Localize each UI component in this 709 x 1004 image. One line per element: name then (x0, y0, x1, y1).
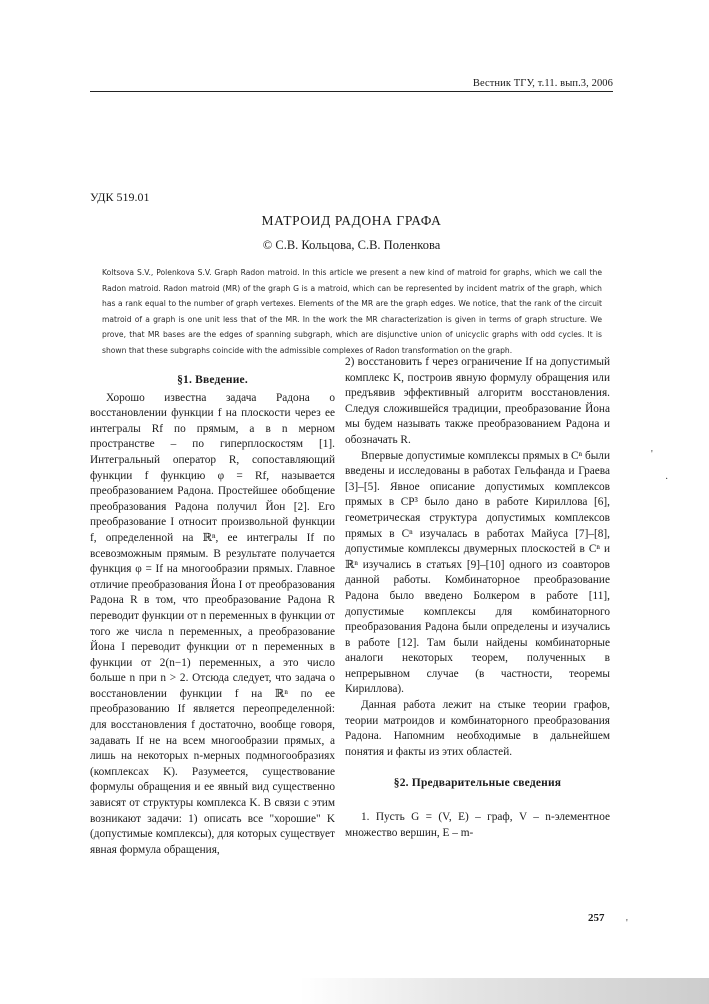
right-column (345, 355, 610, 841)
intro-continuation: 2) восстановить f через ограничение If на допустимый комплекс K, построив явную формулу обращения или предъявив эффективный алгоритм восстановления. Следуя сложившейся традиции, преобразование Йона мы будем называть также преобразованием Радона и обозначать R. (345, 356, 610, 446)
page-number: 257 (588, 912, 605, 924)
history-paragraph: Впервые допустимые комплексы прямых в Cⁿ были введены и исследованы в работах Гельфанда и Граева [3]–[5]. Явное описание допустимых комплексов прямых в CP³ было дано в работе Кириллова [6], геометрическая структура допустимых комплексов прямых в Cⁿ изучалась в работах Майуса [7]–[8], допустимые комплексы двумерных плоскостей в Cⁿ и ℝⁿ изучались в статьях [9]–[10] одного из соавторов данной работы. Комбинаторное преобразование Радона было введено Болкером в работе [11], допустимые комплексы для комбинаторного преобразования Радона были определены и изучались в работе [12]. Там были найдены комбинаторные аналоги некоторых теорем, полученных в непрерывном случае (в частности, теоремы Кириллова). (345, 449, 610, 696)
article-authors: © С.В. Кольцова, С.В. Поленкова (262, 238, 441, 252)
abstract: Koltsova S.V., Polenkova S.V. Graph Radon matroid. In this article we present a new kind of matroid for graphs, which we call the Radon matroid. Radon matroid (MR) of the graph G is a matroid, which can be represented by incident matrix of the graph, which has a rank equal to the number of graph vertexes. Elements of the MR are the graph edges. We notice, that the rank of the circuit matroid of a graph is one unit less that of the MR. In the work the MR characterization is given in terms of graph structure. We prove, that MR bases are the edges of spanning subgraph, which are disjunctive union of unicyclic graphs with odd cycles. It is shown that these subgraphs coincide with the admissible complexes of Radon transformation on the graph. (102, 268, 602, 355)
running-head: Вестник ТГУ, т.11. вып.3, 2006 (472, 78, 613, 89)
section-2-heading: §2. Предварительные сведения (393, 777, 562, 790)
definition-paragraph: 1. Пусть G = (V, E) – граф, V – n-элементное множество вершин, E – m- (345, 811, 610, 839)
scope-paragraph: Данная работа лежит на стыке теории графов, теории матроидов и комбинаторного преобразования Радона. Напомним необходимые в дальнейшем понятия и факты из этих областей. (345, 699, 610, 758)
section-1-heading: §1. Введение. (177, 374, 248, 386)
intro-paragraph: Хорошо известна задача Радона о восстановлении функции f на плоскости через ее интегралы Rf по прямым, а в n мерном пространстве – по гиперплоскостям [1]. Интегральный оператор R, сопоставляющий функции f функцию φ = Rf, называется преобразованием Радона. Простейшее обобщение преобразования Радона получил Йон [2]. Его преобразование I относит произвольной функции f, определенной на ℝⁿ, ее интегралы If по всевозможным прямым. В результате получается функция φ = If на многообразии прямых. Главное отличие преобразования Йона I от преобразования Радона R в том, что преобразование Радона R переводит функции от n переменных в функции от того же числа n переменных, а преобразование Йона I переводит функции от n переменных в функции от 2(n−1) переменных, а это число больше n при n > 2. Отсюда следует, что задача о восстановлении функции f на ℝⁿ по ее преобразованию If является переопределенной: для восстановления f достаточно, вообще говоря, задавать If не на всем многообразии прямых, а лишь на некоторых n-мерных подмногообразиях (комплексах K). Разумеется, существование формулы обращения и ее явный вид существенно зависят от структуры комплекса K. В связи с этим возникают задачи: 1) описать все "хорошие" K (допустимые комплексы), для которых существует явная формула обращения, (90, 391, 335, 856)
scan-edge-shadow (300, 978, 709, 1004)
scan-speck: ' (626, 918, 628, 929)
left-column (90, 355, 335, 858)
scan-speck: · (665, 474, 669, 485)
article-title: МАТРОИД РАДОНА ГРАФА (261, 213, 442, 228)
header-rule (90, 91, 613, 92)
scan-speck: ' (651, 449, 653, 460)
udk-code: УДК 519.01 (90, 190, 150, 204)
